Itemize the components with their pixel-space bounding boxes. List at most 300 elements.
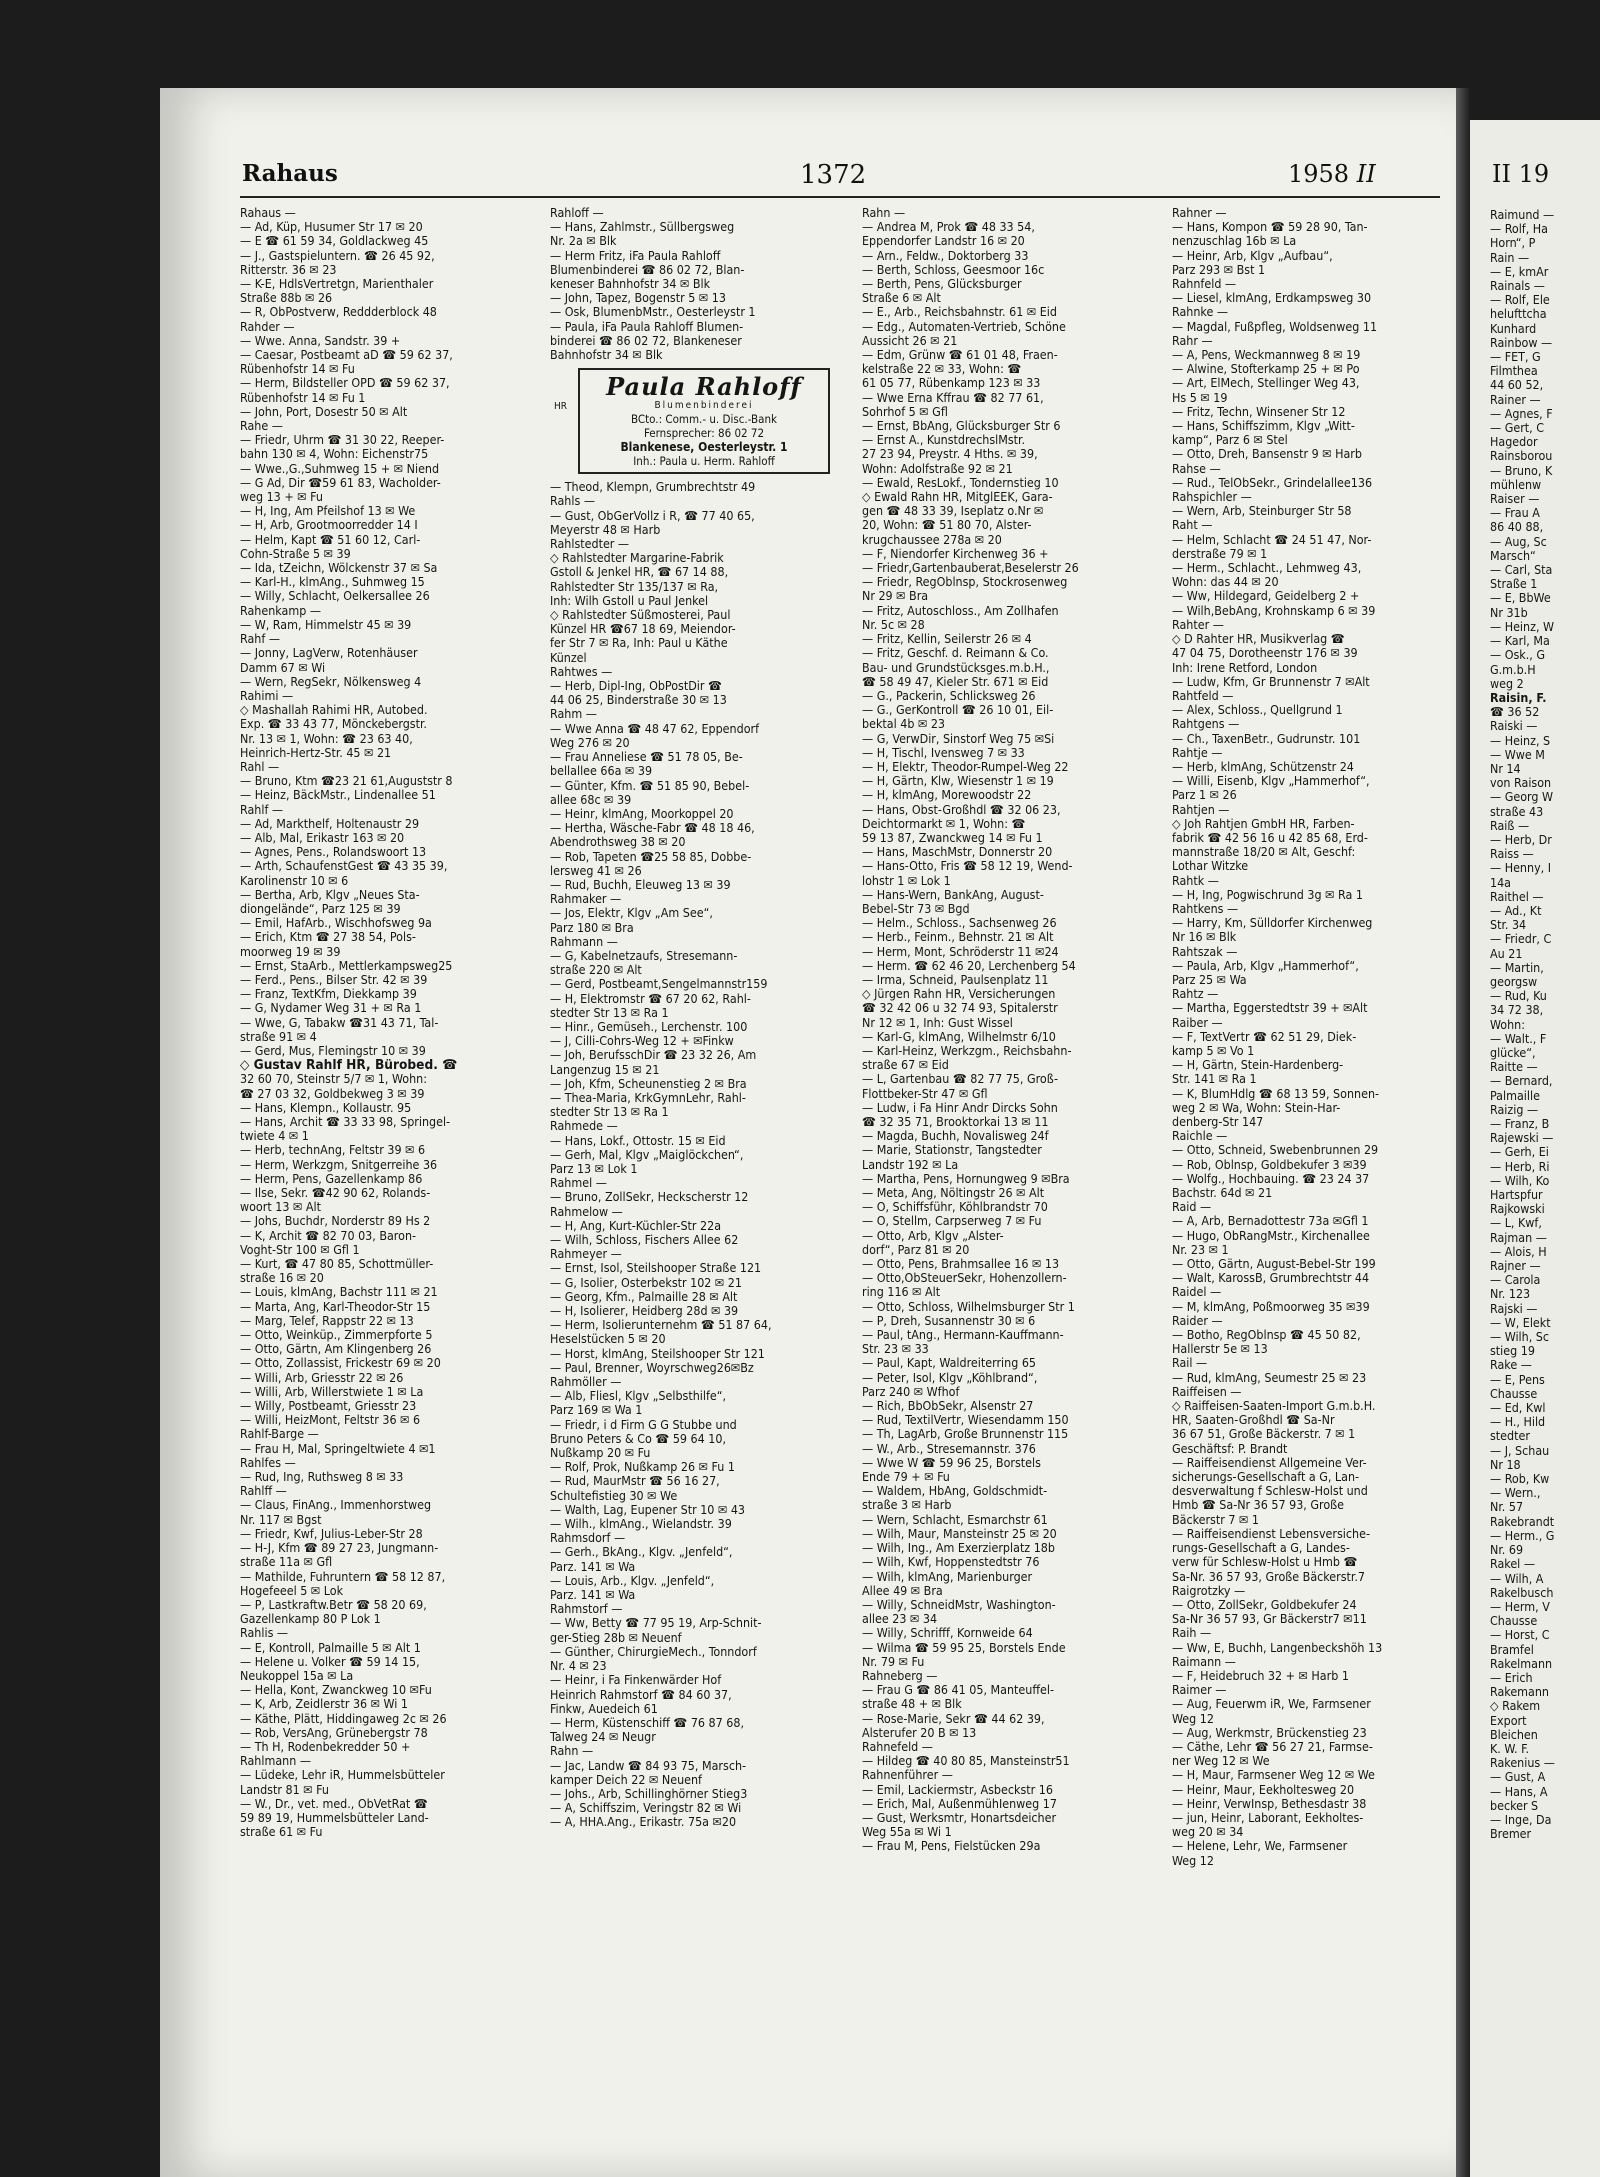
directory-entry-line: Lothar Witzke <box>1172 859 1249 874</box>
directory-entry-line: — Mathilde, Fuhruntern ☎ 58 12 87, <box>240 1569 446 1584</box>
directory-entry-line: — Ernst, BbAng, Glücksburger Str 6 <box>862 419 1061 434</box>
directory-entry-line: — Wern., <box>1490 1486 1541 1501</box>
directory-entry-line: Raichle — <box>1172 1129 1228 1144</box>
directory-entry-line: — Herb, klmAng, Schützenstr 24 <box>1172 759 1354 774</box>
directory-entry-line: — Rolf, Ele <box>1490 293 1550 308</box>
directory-entry-line: — Rob, Kw <box>1490 1472 1550 1487</box>
directory-entry-line: — J., Gastspieluntern. ☎ 26 45 92, <box>240 248 435 263</box>
directory-entry-line: fer Str 7 ✉ Ra, Inh: Paul u Käthe <box>550 636 728 651</box>
directory-entry-line: — Wern, Arb, Steinburger Str 58 <box>1172 504 1352 519</box>
directory-entry-line: Raisin, F. <box>1490 690 1547 705</box>
directory-entry-line: — H, Arb, Grootmoorredder 14 I <box>240 518 418 533</box>
directory-entry-line: — Paula, iFa Paula Rahloff Blumen- <box>550 319 744 334</box>
directory-entry-line: Rahimi — <box>240 688 294 703</box>
directory-entry-line: Parz 1 ✉ 26 <box>1172 788 1237 803</box>
directory-entry-line: — Carl, Sta <box>1490 563 1553 578</box>
directory-entry-line: Rahr — <box>1172 333 1213 348</box>
directory-entry-line: — H, Ing, Pogwischrund 3g ✉ Ra 1 <box>1172 887 1363 902</box>
directory-entry-line: nenzuschlag 16b ✉ La <box>1172 234 1297 249</box>
directory-entry-line: — Helene u. Volker ☎ 59 14 15, <box>240 1654 420 1669</box>
directory-entry-line: stedter Str 13 ✉ Ra 1 <box>550 1005 669 1020</box>
directory-entry-line: Rahter — <box>1172 617 1224 632</box>
column-2 <box>550 206 852 1830</box>
directory-entry-line: — Claus, FinAng., Immenhorstweg <box>240 1498 432 1513</box>
directory-entry-line: — Paul, Kapt, Waldreiterring 65 <box>862 1356 1037 1371</box>
directory-entry-line: — L, Kwf, <box>1490 1216 1542 1231</box>
directory-entry-line: Inh: Irene Retford, London <box>1172 660 1318 675</box>
directory-entry-line: lersweg 41 ✉ 26 <box>550 863 642 878</box>
directory-entry-line: — Wilh, Kwf, Hoppenstedtstr 76 <box>862 1555 1040 1570</box>
directory-entry-line: — Frau A <box>1490 506 1540 521</box>
directory-entry-line: — Jac, Landw ☎ 84 93 75, Marsch- <box>550 1758 747 1773</box>
directory-entry-line: — Gerh, Ei <box>1490 1145 1549 1160</box>
directory-entry-line: ◇ D Rahter HR, Musikverlag ☎ <box>1172 632 1345 647</box>
directory-entry-line: — W, Ram, Himmelstr 45 ✉ 39 <box>240 617 412 632</box>
directory-entry-line: — W, Elekt <box>1490 1315 1551 1330</box>
directory-entry-line: — Ad, Markthelf, Holtenaustr 29 <box>240 816 420 831</box>
directory-entry-line: krugchaussee 278a ✉ 20 <box>862 532 1002 547</box>
directory-entry-line: Raidel — <box>1172 1285 1222 1300</box>
directory-entry-line: ◇ Raiffeisen-Saaten-Import G.m.b.H. <box>1172 1399 1376 1414</box>
directory-entry-line: — Osk., G <box>1490 648 1545 663</box>
directory-entry-line: Rahtje — <box>1172 745 1223 760</box>
directory-entry-line: — Willy, Schrifff, Kornweide 64 <box>862 1626 1033 1641</box>
directory-entry-line: — Herb, Dr <box>1490 832 1552 847</box>
directory-entry-line: Rahse — <box>1172 461 1221 476</box>
directory-entry-line: — Rich, BbObSekr, Alsenstr 27 <box>862 1399 1034 1414</box>
directory-entry-line: — John, Port, Dosestr 50 ✉ Alt <box>240 404 408 419</box>
directory-entry-line: — Arth, SchaufenstGest ☎ 43 35 39, <box>240 859 448 874</box>
directory-entry-line: — FET, G <box>1490 350 1541 365</box>
directory-entry-line: — Friedr, RegOblnsp, Stockrosenweg <box>862 575 1068 590</box>
directory-entry-line: — H, Gärtn, Stein-Hardenberg- <box>1172 1058 1344 1073</box>
directory-entry-line: 14a <box>1490 875 1512 890</box>
directory-entry-line: — Ilse, Sekr. ☎42 90 62, Rolands- <box>240 1186 431 1201</box>
directory-entry-line: — Paul, tAng., Hermann-Kauffmann- <box>862 1328 1064 1343</box>
directory-entry-line: Chausse <box>1490 1386 1538 1401</box>
directory-entry-line: — Willy, Postbeamt, Griesstr 23 <box>240 1399 417 1414</box>
directory-entry-line: ◇ Rakem <box>1490 1699 1541 1714</box>
directory-entry-line: — Hinr., Gemüseh., Lerchenstr. 100 <box>550 1019 748 1034</box>
directory-entry-line: Rahm — <box>550 707 597 722</box>
directory-entry-line: — Herm., G <box>1490 1528 1555 1543</box>
directory-entry-line: ☎ 32 42 06 u 32 74 93, Spitalerstr <box>862 1001 1058 1016</box>
directory-entry-line: Parz 180 ✉ Bra <box>550 920 634 935</box>
directory-entry-line: — Botho, RegOblnsp ☎ 45 50 82, <box>1172 1328 1361 1343</box>
directory-entry-line: Raitte — <box>1490 1060 1538 1075</box>
directory-entry-line: — Frau H, Mal, Springeltwiete 4 ✉1 <box>240 1441 436 1456</box>
directory-entry-line: Nr. 2a ✉ Blk <box>550 234 617 249</box>
directory-entry-line: — Herm, Pens, Gazellenkamp 86 <box>240 1171 423 1186</box>
directory-entry-line: Rahl — <box>240 759 280 774</box>
directory-entry-line: — Edm, Grünw ☎ 61 01 48, Fraen- <box>862 348 1058 363</box>
directory-entry-line: Rajkowski <box>1490 1202 1545 1217</box>
directory-entry-line: Rainbow — <box>1490 335 1553 350</box>
directory-entry-line: weg 20 ✉ 34 <box>1172 1825 1244 1840</box>
directory-entry-line: Meyerstr 48 ✉ Harb <box>550 522 661 537</box>
directory-entry-line: Rainer — <box>1490 392 1541 407</box>
directory-entry-line: — H, klmAng, Morewoodstr 22 <box>862 788 1032 803</box>
directory-entry-line: — John, Tapez, Bogenstr 5 ✉ 13 <box>550 291 726 306</box>
directory-entry-line: weg 2 <box>1490 676 1524 691</box>
directory-entry-line: — G., GerKontroll ☎ 26 10 01, Eil- <box>862 703 1054 718</box>
directory-entry-line: — Martha, Pens, Hornungweg 9 ✉Bra <box>862 1171 1070 1186</box>
header-rule <box>240 196 1440 198</box>
directory-entry-line: Rahf — <box>240 632 280 647</box>
directory-entry-line: Raithel — <box>1490 889 1544 904</box>
directory-entry-line: Palmaille <box>1490 1088 1540 1103</box>
directory-entry-line: Nr. 117 ✉ Bgst <box>240 1512 322 1527</box>
directory-entry-line: Nr. 4 ✉ 23 <box>550 1659 607 1674</box>
directory-entry-line: — Hugo, ObRangMstr., Kirchenallee <box>1172 1228 1370 1243</box>
ad-owner: Inh.: Paula u. Herm. Rahloff <box>633 454 775 469</box>
directory-entry-line: ◇ Rahlstedter Süßmosterei, Paul <box>550 608 731 623</box>
directory-entry-line: 59 89 19, Hummelsbütteler Land- <box>240 1810 429 1825</box>
directory-entry-line: 47 04 75, Dorotheenstr 176 ✉ 39 <box>1172 646 1358 661</box>
directory-entry-line: helufttcha <box>1490 307 1547 322</box>
directory-entry-line: — W., Arb., Stresemannstr. 376 <box>862 1441 1036 1456</box>
directory-entry-line: Parz 13 ✉ Lok 1 <box>550 1161 638 1176</box>
directory-entry-line: Damm 67 ✉ Wi <box>240 660 326 675</box>
directory-entry-line: — Louis, Arb., Klgv. „Jenfeld“, <box>550 1573 715 1588</box>
directory-entry-line: — Th H, Rodenbekredder 50 + <box>240 1739 411 1754</box>
directory-entry-line: — Fritz, Kellin, Seilerstr 26 ✉ 4 <box>862 632 1032 647</box>
directory-entry-line: — Edg., Automaten-Vertrieb, Schöne <box>862 319 1066 334</box>
directory-entry-line: Str. 34 <box>1490 918 1527 933</box>
directory-entry-line: — Wilh, A <box>1490 1571 1544 1586</box>
directory-entry-line: — Erich, Ktm ☎ 27 38 54, Pols- <box>240 930 416 945</box>
directory-entry-line: stieg 19 <box>1490 1344 1535 1359</box>
directory-entry-line: Nr 16 ✉ Blk <box>1172 930 1237 945</box>
directory-entry-line: Nr. 57 <box>1490 1500 1524 1515</box>
directory-entry-line: Nr. 5c ✉ 28 <box>862 617 925 632</box>
directory-entry-line: — G, Nydamer Weg 31 + ✉ Ra 1 <box>240 1001 422 1016</box>
directory-entry-line: Sa-Nr 36 57 93, Gr Bäckerstr7 ✉11 <box>1172 1612 1367 1627</box>
directory-entry-line: — Wwe. Anna, Sandstr. 39 + <box>240 333 401 348</box>
year: 1958 <box>1288 160 1350 188</box>
directory-entry-line: — Karl-Heinz, Werkzgm., Reichsbahn- <box>862 1043 1072 1058</box>
directory-entry-line: Heselstücken 5 ✉ 20 <box>550 1332 666 1347</box>
directory-entry-line: — H, Isolierer, Heidberg 28d ✉ 39 <box>550 1304 739 1319</box>
directory-entry-line: stedter Str 13 ✉ Ra 1 <box>550 1105 669 1120</box>
directory-entry-line: — Fritz, Geschf. d. Reimann & Co. <box>862 646 1049 661</box>
directory-entry-line: — Friedr, C <box>1490 932 1552 947</box>
directory-entry-line: Rakebrandt <box>1490 1514 1555 1529</box>
directory-entry-line: — Hildeg ☎ 40 80 85, Mansteinstr51 <box>862 1754 1070 1769</box>
directory-entry-line: rungs-Gesellschaft a G, Landes- <box>1172 1541 1350 1556</box>
directory-entry-line: Bleichen <box>1490 1727 1538 1742</box>
directory-entry-line: — A, Schiffszim, Veringstr 82 ✉ Wi <box>550 1801 742 1816</box>
directory-page <box>160 88 1456 2177</box>
directory-entry-line: — Wwe W ☎ 59 96 25, Borstels <box>862 1455 1041 1470</box>
directory-entry-line: — Herm, Küstenschiff ☎ 76 87 68, <box>550 1715 745 1730</box>
directory-entry-line: — E, kmAr <box>1490 264 1549 279</box>
directory-entry-line: — Ww, Betty ☎ 77 95 19, Arp-Schnit- <box>550 1616 762 1631</box>
directory-entry-line: — Jos, Elektr, Klgv „Am See“, <box>550 906 713 921</box>
directory-entry-line: Rahlstedter — <box>550 537 630 552</box>
directory-entry-line: lohstr 1 ✉ Lok 1 <box>862 873 951 888</box>
directory-entry-line: — Ww, E, Buchh, Langenbeckshöh 13 <box>1172 1640 1383 1655</box>
directory-entry-line: — Hans, A <box>1490 1784 1548 1799</box>
directory-entry-line: — Rud, MaurMstr ☎ 56 16 27, <box>550 1474 720 1489</box>
directory-entry-line: allee 68c ✉ 39 <box>550 792 632 807</box>
directory-entry-line: Landstr 81 ✉ Fu <box>240 1782 329 1797</box>
directory-entry-line: 86 40 88, <box>1490 520 1544 535</box>
directory-entry-line: — Georg W <box>1490 790 1554 805</box>
directory-entry-line: — Friedr, Kwf, Julius-Leber-Str 28 <box>240 1526 423 1541</box>
directory-entry-line: 32 60 70, Steinstr 5/7 ✉ 1, Wohn: <box>240 1072 428 1087</box>
directory-entry-line: Hallerstr 5e ✉ 13 <box>1172 1342 1268 1357</box>
directory-entry-line: Str. 141 ✉ Ra 1 <box>1172 1072 1257 1087</box>
directory-entry-line: Rainsborou <box>1490 449 1553 464</box>
directory-entry-line: Nr 12 ✉ 1, Inh: Gust Wissel <box>862 1015 1013 1030</box>
directory-entry-line: Nr. 79 ✉ Fu <box>862 1654 925 1669</box>
directory-entry-line: Exp. ☎ 33 43 77, Mönckebergstr. <box>240 717 427 732</box>
directory-entry-line: ◇ Rahlstedter Margarine-Fabrik <box>550 551 724 566</box>
directory-entry-line: diongelände“, Parz 125 ✉ 39 <box>240 901 401 916</box>
directory-entry-line: Ritterstr. 36 ✉ 23 <box>240 262 337 277</box>
directory-entry-line: derstraße 79 ✉ 1 <box>1172 546 1268 561</box>
directory-entry-line: — Gerh., BkAng., Klgv. „Jenfeld“, <box>550 1545 733 1560</box>
directory-entry-line: — Martha, Eggerstedtstr 39 + ✉Alt <box>1172 1001 1368 1016</box>
directory-entry-line: Karolinenstr 10 ✉ 6 <box>240 873 349 888</box>
directory-entry-line: Str. 23 ✉ 33 <box>862 1342 929 1357</box>
directory-entry-line: — Rud, Ku <box>1490 989 1547 1004</box>
directory-entry-line: — Waldem, HbAng, Goldschmidt- <box>862 1484 1048 1499</box>
directory-entry-line: Rajski — <box>1490 1301 1538 1316</box>
directory-entry-line: ☎ 27 03 32, Goldbekweg 3 ✉ 39 <box>240 1086 425 1101</box>
directory-entry-line: Kunhard <box>1490 321 1537 336</box>
directory-entry-line: — Willi, Arb, Griesstr 22 ✉ 26 <box>240 1370 404 1385</box>
directory-entry-line: — Carola <box>1490 1273 1541 1288</box>
directory-entry-line: Rahtjen — <box>1172 802 1230 817</box>
directory-entry-line: straße 43 <box>1490 804 1544 819</box>
directory-entry-line: — K-E, HdlsVertretgn, Marienthaler <box>240 277 434 292</box>
directory-entry-line: — Louis, klmAng, Bachstr 111 ✉ 21 <box>240 1285 438 1300</box>
directory-entry-line: — Joh, Kfm, Scheunenstieg 2 ✉ Bra <box>550 1076 747 1091</box>
directory-entry-line: Straße 1 <box>1490 577 1538 592</box>
directory-entry-line: bektal 4b ✉ 23 <box>862 717 946 732</box>
directory-entry-line: — Friedr, i d Firm G G Stubbe und <box>550 1417 737 1432</box>
directory-entry-line: — Herm, Isolierunternehm ☎ 51 87 64, <box>550 1318 772 1333</box>
directory-entry-line: — Wern, RegSekr, Nölkensweg 4 <box>240 674 422 689</box>
directory-entry-line: — Wwe M <box>1490 747 1545 762</box>
directory-entry-line: Parz 240 ✉ Wfhof <box>862 1384 960 1399</box>
directory-entry-line: — Ed, Kwl <box>1490 1401 1546 1416</box>
directory-entry-line: Rahnfeld — <box>1172 277 1237 292</box>
directory-entry-line: Rahner — <box>1172 206 1227 220</box>
page-number: 1372 <box>800 160 867 190</box>
directory-entry-line: — Hertha, Wäsche-Fabr ☎ 48 18 46, <box>550 821 755 836</box>
directory-entry-line: Nr. 23 ✉ 1 <box>1172 1242 1229 1257</box>
directory-entry-line: — Lüdeke, Lehr iR, Hummelsbütteler <box>240 1768 445 1783</box>
directory-entry-line: Hartspfur <box>1490 1188 1543 1203</box>
directory-entry-line: — Wilh,BebAng, Krohnskamp 6 ✉ 39 <box>1172 603 1376 618</box>
directory-entry-line: — Hans, Obst-Großhdl ☎ 32 06 23, <box>862 802 1061 817</box>
book-gutter <box>1456 88 1470 2177</box>
directory-entry-line: — Johs, Buchdr, Norderstr 89 Hs 2 <box>240 1214 431 1229</box>
directory-entry-line: Raiß — <box>1490 818 1530 833</box>
ad-subtitle: Blumenbinderei <box>654 400 754 412</box>
directory-entry-line: — Walth, Lag, Eupener Str 10 ✉ 43 <box>550 1502 746 1517</box>
directory-entry-line: Raimund — <box>1490 208 1555 222</box>
directory-entry-line: Nr 18 <box>1490 1457 1521 1472</box>
directory-entry-line: Rahloff — <box>550 206 604 220</box>
directory-entry-line: — Andrea M, Prok ☎ 48 33 54, <box>862 220 1035 235</box>
directory-entry-line: Hogefeeel 5 ✉ Lok <box>240 1583 344 1598</box>
directory-entry-line: straße 61 ✉ Fu <box>240 1825 323 1840</box>
directory-entry-line: — W., Dr., vet. med., ObVetRat ☎ <box>240 1796 428 1811</box>
directory-entry-line: — Cäthe, Lehr ☎ 56 27 21, Farmse- <box>1172 1739 1373 1754</box>
directory-entry-line: 20, Wohn: ☎ 51 80 70, Alster- <box>862 518 1032 533</box>
directory-entry-line: HR, Saaten-Großhdl ☎ Sa-Nr <box>1172 1413 1335 1428</box>
directory-entry-line: — Thea-Maria, KrkGymnLehr, Rahl- <box>550 1090 746 1105</box>
directory-entry-line: — Agnes, F <box>1490 406 1553 421</box>
directory-entry-line: Rahspichler — <box>1172 490 1252 505</box>
directory-entry-line: Abendrothsweg 38 ✉ 20 <box>550 835 686 850</box>
directory-entry-line: Parz. 141 ✉ Wa <box>550 1588 636 1603</box>
directory-entry-line: — Rolf, Prok, Nußkamp 26 ✉ Fu 1 <box>550 1460 735 1475</box>
directory-entry-line: — Wilma ☎ 59 95 25, Borstels Ende <box>862 1640 1066 1655</box>
directory-entry-line: Cohn-Straße 5 ✉ 39 <box>240 546 351 561</box>
directory-entry-line: — Ernst, StaArb., Mettlerkampsweg25 <box>240 958 453 973</box>
directory-entry-line: Rahmöller — <box>550 1375 622 1390</box>
directory-entry-line: — Erich <box>1490 1670 1533 1685</box>
directory-entry-line: Neukoppel 15a ✉ La <box>240 1668 354 1683</box>
directory-entry-line: Bahnhofstr 34 ✉ Blk <box>550 348 663 363</box>
directory-entry-line: — Osk, BlumenbMstr., Oesterleystr 1 <box>550 305 756 320</box>
directory-entry-line: — Hans-Wern, BankAng, August- <box>862 887 1044 902</box>
directory-entry-line: — Franz, B <box>1490 1117 1550 1131</box>
directory-entry-line: — Herm, Mont, Schröderstr 11 ✉24 <box>862 944 1059 959</box>
directory-entry-line: Rahlff — <box>240 1484 287 1499</box>
directory-entry-line: Weg 276 ✉ 20 <box>550 735 630 750</box>
directory-entry-line: — H, Tischl, Ivensweg 7 ✉ 33 <box>862 745 1025 760</box>
directory-entry-line: Parz 293 ✉ Bst 1 <box>1172 262 1266 277</box>
page-header-left: Rahaus <box>242 160 338 187</box>
directory-entry-line: — Wilh, Ko <box>1490 1173 1550 1188</box>
directory-entry-line: Weg 12 <box>1172 1853 1214 1868</box>
directory-entry-line: — E., Arb., Reichsbahnstr. 61 ✉ Eid <box>862 305 1057 320</box>
directory-entry-line: — Marta, Ang, Karl-Theodor-Str 15 <box>240 1299 431 1314</box>
directory-entry-line: — Gust, Werksmtr, Honartsdeicher <box>862 1810 1057 1825</box>
directory-entry-line: — E, Kontroll, Palmaille 5 ✉ Alt 1 <box>240 1640 421 1655</box>
directory-entry-line: Raht — <box>1172 518 1213 533</box>
directory-entry-line: Parz. 141 ✉ Wa <box>550 1559 636 1574</box>
directory-entry-line: Rainals — <box>1490 279 1545 294</box>
directory-entry-line: — Fritz, Autoschloss., Am Zollhafen <box>862 603 1059 618</box>
directory-entry-line: — Käthe, Plätt, Hiddingaweg 2c ✉ 26 <box>240 1711 447 1726</box>
column-3 <box>862 206 1162 1854</box>
directory-entry-line: — Joh, BerufsschDir ☎ 23 32 26, Am <box>550 1048 757 1063</box>
directory-entry-line: Bramfel <box>1490 1642 1534 1657</box>
directory-entry-line: — O, Schiffsführ, Köhlbrandstr 70 <box>862 1200 1048 1215</box>
directory-entry-line: straße 11a ✉ Gfl <box>240 1555 333 1570</box>
directory-entry-line: ◇ Joh Rahtjen GmbH HR, Farben- <box>1172 816 1355 831</box>
directory-entry-line: — Meta, Ang, Nöltingstr 26 ✉ Alt <box>862 1186 1045 1201</box>
directory-entry-line: Rahnenführer — <box>862 1768 953 1783</box>
directory-entry-line: Export <box>1490 1713 1527 1728</box>
directory-entry-line: — Inge, Da <box>1490 1812 1552 1827</box>
directory-entry-line: georgsw <box>1490 974 1538 989</box>
directory-entry-line: Bäckerstr 7 ✉ 1 <box>1172 1512 1259 1527</box>
directory-entry-line: — Hans, Klempn., Kollaustr. 95 <box>240 1100 412 1115</box>
directory-entry-line: Gstoll & Jenkel HR, ☎ 67 14 88, <box>550 565 729 580</box>
directory-entry-line: — Herm., Schlacht., Lehmweg 43, <box>1172 561 1362 576</box>
directory-entry-line: kamp“, Parz 6 ✉ Stel <box>1172 433 1288 448</box>
directory-entry-line: Raider — <box>1172 1313 1223 1328</box>
directory-entry-line: — Horst, C <box>1490 1628 1550 1643</box>
directory-entry-line: ring 116 ✉ Alt <box>862 1285 941 1300</box>
directory-entry-line: — O, Stellm, Carpserweg 7 ✉ Fu <box>862 1214 1042 1229</box>
directory-entry-line: — H, Ing, Am Pfeilshof 13 ✉ We <box>240 504 416 519</box>
directory-entry-line: Wohn: das 44 ✉ 20 <box>1172 575 1279 590</box>
directory-entry-line: — Irma, Schneid, Paulsenplatz 11 <box>862 972 1049 987</box>
directory-entry-line: Raih — <box>1172 1626 1212 1641</box>
directory-entry-line: — E ☎ 61 59 34, Goldlackweg 45 <box>240 234 429 249</box>
directory-entry-line: Rakel — <box>1490 1557 1535 1572</box>
ad-phone: Fernsprecher: 86 02 72 <box>643 426 765 441</box>
directory-entry-line: Rahnefeld — <box>862 1739 933 1754</box>
directory-entry-line: — Otto, Gärtn, August-Bebel-Str 199 <box>1172 1257 1376 1272</box>
directory-entry-line: — Martin, <box>1490 960 1544 975</box>
directory-entry-line: — F, Heidebruch 32 + ✉ Harb 1 <box>1172 1668 1349 1683</box>
directory-entry-line: — Herb., Feinm., Behnstr. 21 ✉ Alt <box>862 930 1054 945</box>
directory-entry-line: — Th, LagArb, Große Brunnenstr 115 <box>862 1427 1069 1442</box>
directory-entry-line: — Willy, Schlacht, Oelkersallee 26 <box>240 589 430 604</box>
directory-entry-line: — Ewald, ResLokf., Tondernstieg 10 <box>862 475 1059 490</box>
directory-entry-line: Raimer — <box>1172 1683 1227 1698</box>
directory-entry-line: — Rud, TextilVertr, Wiesendamm 150 <box>862 1413 1069 1428</box>
directory-entry-line: — P, Lastkraftw.Betr ☎ 58 20 69, <box>240 1597 427 1612</box>
directory-entry-line: ☎ 32 35 71, Brooktorkai 13 ✉ 11 <box>862 1115 1049 1129</box>
directory-entry-line: — Hans, Kompon ☎ 59 28 90, Tan- <box>1172 220 1368 235</box>
directory-entry-line: — Arn., Feldw., Doktorberg 33 <box>862 248 1029 263</box>
directory-entry-line: — Harry, Km, Sülldorfer Kirchenweg <box>1172 916 1373 931</box>
directory-entry-line: — Aug, Feuerwm iR, We, Farmsener <box>1172 1697 1371 1712</box>
directory-entry-line: — Walt., F <box>1490 1031 1547 1046</box>
directory-entry-line: Wohn: <box>1490 1017 1526 1032</box>
directory-entry-line: — A, Pens, Weckmannweg 8 ✉ 19 <box>1172 348 1361 363</box>
directory-entry-line: — Ad, Küp, Husumer Str 17 ✉ 20 <box>240 220 423 235</box>
directory-entry-line: — H, Maur, Farmsener Weg 12 ✉ We <box>1172 1768 1375 1783</box>
directory-entry-line: — Marg, Telef, Rappstr 22 ✉ 13 <box>240 1313 414 1328</box>
directory-entry-line: — Günther, ChirurgieMech., Tonndorf <box>550 1644 757 1659</box>
directory-entry-line: — Bruno, Ktm ☎23 21 61,Auguststr 8 <box>240 774 453 789</box>
directory-entry-line: twiete 4 ✉ 1 <box>240 1129 309 1144</box>
directory-entry-line: Rajman — <box>1490 1230 1547 1245</box>
directory-entry-line: Bebel-Str 73 ✉ Bgd <box>862 901 970 916</box>
directory-entry-line: — Rob, Oblnsp, Goldbekufer 3 ✉39 <box>1172 1157 1367 1172</box>
directory-entry-line: Rakelmann <box>1490 1656 1553 1671</box>
directory-entry-line: — Gerh, Mal, Klgv „Maiglöckchen“, <box>550 1147 744 1162</box>
directory-entry-line: — Frau G ☎ 86 41 05, Manteuffel- <box>862 1683 1054 1698</box>
directory-entry-line: Talweg 24 ✉ Neugr <box>550 1730 656 1745</box>
directory-entry-line: — Franz, TextKfm, Diekkamp 39 <box>240 987 417 1002</box>
directory-entry-line: ◇ Gustav Rahlf HR, Bürobed. ☎ <box>240 1058 458 1073</box>
directory-entry-line: — Agnes, Pens., Rolandswoort 13 <box>240 845 427 860</box>
directory-entry-line: Nr. 13 ✉ 1, Wohn: ☎ 23 63 40, <box>240 731 413 746</box>
directory-entry-line: 34 72 38, <box>1490 1003 1544 1018</box>
directory-entry-line: Allee 49 ✉ Bra <box>862 1583 943 1598</box>
directory-entry-line: — Gert, C <box>1490 421 1545 436</box>
directory-entry-line: — Wwe Anna ☎ 48 47 62, Eppendorf <box>550 721 760 736</box>
directory-entry-line: Raiski — <box>1490 719 1538 734</box>
directory-entry-line: Bruno Peters & Co ☎ 59 64 10, <box>550 1431 726 1446</box>
directory-entry-line: — Alb, Mal, Erikastr 163 ✉ 20 <box>240 830 405 845</box>
directory-entry-line: — G, Kabelnetzaufs, Stresemann- <box>550 948 738 963</box>
directory-entry-line: Inh: Wilh Gstoll u Paul Jenkel <box>550 593 709 608</box>
